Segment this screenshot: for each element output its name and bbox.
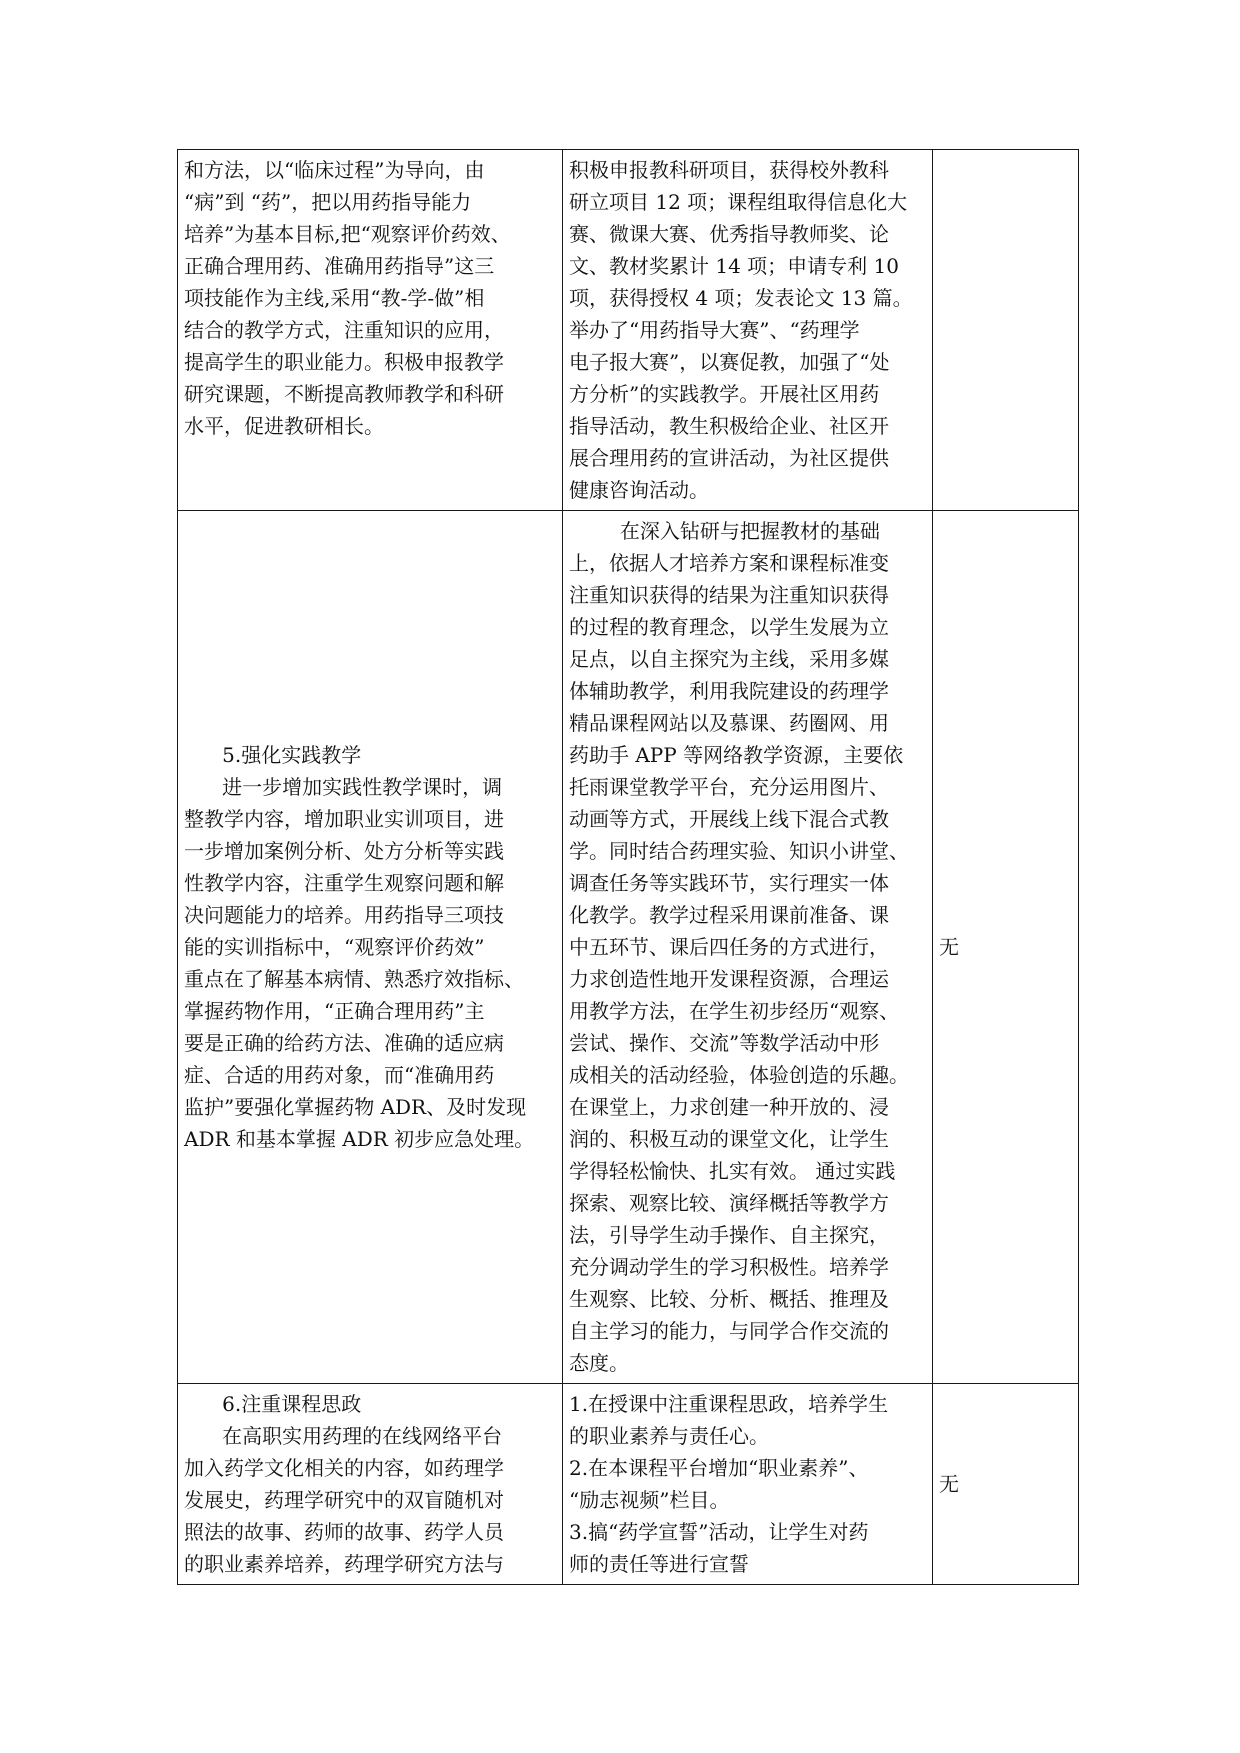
table-row bbox=[178, 150, 1079, 511]
text-line: 体辅助教学，利用我院建设的药理学 bbox=[569, 679, 889, 703]
text-line: 自主学习的能力，与同学合作交流的 bbox=[569, 1319, 889, 1343]
note-cell bbox=[933, 1384, 1079, 1585]
text-line: 展合理用药的宣讲活动，为社区提供 bbox=[569, 446, 889, 470]
text-line: 调查任务等实践环节，实行理实一体 bbox=[569, 871, 889, 895]
text-line: 生观察、比较、分析、概括、推理及 bbox=[569, 1287, 889, 1311]
text-line: 整教学内容，增加职业实训项目，进 bbox=[184, 807, 504, 831]
text-line: 积极申报教科研项目，获得校外教科 bbox=[569, 158, 889, 182]
text-line: 正确合理用药、准确用药指导”这三 bbox=[184, 254, 495, 278]
text-line: 决问题能力的培养。用药指导三项技 bbox=[184, 903, 504, 927]
table-row bbox=[178, 511, 1079, 1384]
text-line: “病”到 “药”，把以用药指导能力 bbox=[184, 190, 472, 214]
text-line: 发展史，药理学研究中的双盲随机对 bbox=[184, 1488, 504, 1512]
text-line: 项技能作为主线,采用“教-学-做”相 bbox=[184, 286, 485, 310]
text-line: 项，获得授权 4 项；发表论文 13 篇。 bbox=[569, 286, 913, 310]
text-line: 能的实训指标中，“观察评价药效” bbox=[184, 935, 485, 959]
measure-cell bbox=[178, 1384, 563, 1585]
text-line: 力求创造性地开发课程资源，合理运 bbox=[569, 967, 889, 991]
text-line: 学得轻松愉快、扎实有效。 通过实践 bbox=[569, 1159, 896, 1183]
result-cell bbox=[563, 511, 933, 1384]
text-line: 研立项目 12 项；课程组取得信息化大 bbox=[569, 190, 908, 214]
text-line: 提高学生的职业能力。积极申报教学 bbox=[184, 350, 504, 374]
text-line: 培养”为基本目标,把“观察评价药效、 bbox=[184, 222, 511, 246]
text-line: 在课堂上，力求创建一种开放的、浸 bbox=[569, 1095, 889, 1119]
text-line: 研究课题，不断提高教师教学和科研 bbox=[184, 382, 504, 406]
text-line: 掌握药物作用，“正确合理用药”主 bbox=[184, 999, 485, 1023]
section-heading: 6.注重课程思政 bbox=[184, 1392, 362, 1416]
text-line: 用教学方法，在学生初步经历“观察、 bbox=[569, 999, 900, 1023]
measure-cell bbox=[178, 150, 563, 511]
text-line: 电子报大赛”，以赛促教，加强了“处 bbox=[569, 350, 890, 374]
text-line: 进一步增加实践性教学课时，调 bbox=[184, 775, 503, 799]
reform-measures-table bbox=[177, 149, 1079, 1585]
text-line: 结合的教学方式，注重知识的应用， bbox=[184, 318, 504, 342]
text-line: 足点，以自主探究为主线，采用多媒 bbox=[569, 647, 889, 671]
text-line: 指导活动，教生积极给企业、社区开 bbox=[569, 414, 889, 438]
table-row bbox=[178, 1384, 1079, 1585]
text-line: 文、教材奖累计 14 项；申请专利 10 bbox=[569, 254, 899, 278]
text-line: 一步增加案例分析、处方分析等实践 bbox=[184, 839, 504, 863]
text-line: 师的责任等进行宣誓 bbox=[569, 1552, 749, 1576]
text-line: 药助手 APP 等网络教学资源，主要依 bbox=[569, 743, 904, 767]
text-line: 加入药学文化相关的内容，如药理学 bbox=[184, 1456, 504, 1480]
text-line: 在深入钻研与把握教材的基础 bbox=[569, 519, 880, 543]
text-line: 成相关的活动经验，体验创造的乐趣。 bbox=[569, 1063, 909, 1087]
text-line: 举办了“用药指导大赛”、“药理学 bbox=[569, 318, 860, 342]
text-line: 上，依据人才培养方案和课程标准变 bbox=[569, 551, 889, 575]
note-cell bbox=[933, 511, 1079, 1384]
text-line: 法，引导学生动手操作、自主探究， bbox=[569, 1223, 889, 1247]
text-line: 学。同时结合药理实验、知识小讲堂、 bbox=[569, 839, 909, 863]
text-line: 的职业素养与责任心。 bbox=[569, 1424, 769, 1448]
note-cell bbox=[933, 150, 1079, 511]
text-line: 态度。 bbox=[569, 1351, 629, 1375]
text-line: “励志视频”栏目。 bbox=[569, 1488, 730, 1512]
text-line: 润的、积极互动的课堂文化，让学生 bbox=[569, 1127, 889, 1151]
text-line: 充分调动学生的学习积极性。培养学 bbox=[569, 1255, 889, 1279]
text-line: 照法的故事、药师的故事、药学人员 bbox=[184, 1520, 504, 1544]
note-text: 无 bbox=[939, 935, 959, 959]
result-cell bbox=[563, 1384, 933, 1585]
text-line: 水平，促进教研相长。 bbox=[184, 414, 384, 438]
measure-cell bbox=[178, 511, 563, 1384]
text-line: 健康咨询活动。 bbox=[569, 478, 709, 502]
text-line: 性教学内容，注重学生观察问题和解 bbox=[184, 871, 504, 895]
text-line: 赛、微课大赛、优秀指导教师奖、论 bbox=[569, 222, 889, 246]
text-line: 托雨课堂教学平台，充分运用图片、 bbox=[569, 775, 889, 799]
text-line: 方分析”的实践教学。开展社区用药 bbox=[569, 382, 880, 406]
text-line: 的过程的教育理念，以学生发展为立 bbox=[569, 615, 889, 639]
text-line: 动画等方式，开展线上线下混合式教 bbox=[569, 807, 889, 831]
text-line: 在高职实用药理的在线网络平台 bbox=[184, 1424, 503, 1448]
text-line: 注重知识获得的结果为注重知识获得 bbox=[569, 583, 889, 607]
section-heading: 5.强化实践教学 bbox=[184, 743, 362, 767]
text-line: 重点在了解基本病情、熟悉疗效指标、 bbox=[184, 967, 524, 991]
text-line: 监护”要强化掌握药物 ADR、及时发现 bbox=[184, 1095, 527, 1119]
text-line: 1.在授课中注重课程思政，培养学生 bbox=[569, 1392, 889, 1416]
text-line: 2.在本课程平台增加“职业素养”、 bbox=[569, 1456, 869, 1480]
text-line: 3.搞“药学宣誓”活动，让学生对药 bbox=[569, 1520, 869, 1544]
text-line: 精品课程网站以及慕课、药圈网、用 bbox=[569, 711, 889, 735]
text-line: 和方法，以“临床过程”为导向，由 bbox=[184, 158, 485, 182]
text-line: 尝试、操作、交流”等数学活动中形 bbox=[569, 1031, 880, 1055]
text-line: 的职业素养培养，药理学研究方法与 bbox=[184, 1552, 504, 1576]
text-line: 化教学。教学过程采用课前准备、课 bbox=[569, 903, 889, 927]
result-cell bbox=[563, 150, 933, 511]
text-line: 要是正确的给药方法、准确的适应病 bbox=[184, 1031, 504, 1055]
text-line: 症、合适的用药对象，而“准确用药 bbox=[184, 1063, 495, 1087]
note-text: 无 bbox=[939, 1472, 959, 1496]
text-line: 中五环节、课后四任务的方式进行， bbox=[569, 935, 889, 959]
text-line: 探索、观察比较、演绎概括等教学方 bbox=[569, 1191, 889, 1215]
text-line: ADR 和基本掌握 ADR 初步应急处理。 bbox=[184, 1127, 535, 1151]
